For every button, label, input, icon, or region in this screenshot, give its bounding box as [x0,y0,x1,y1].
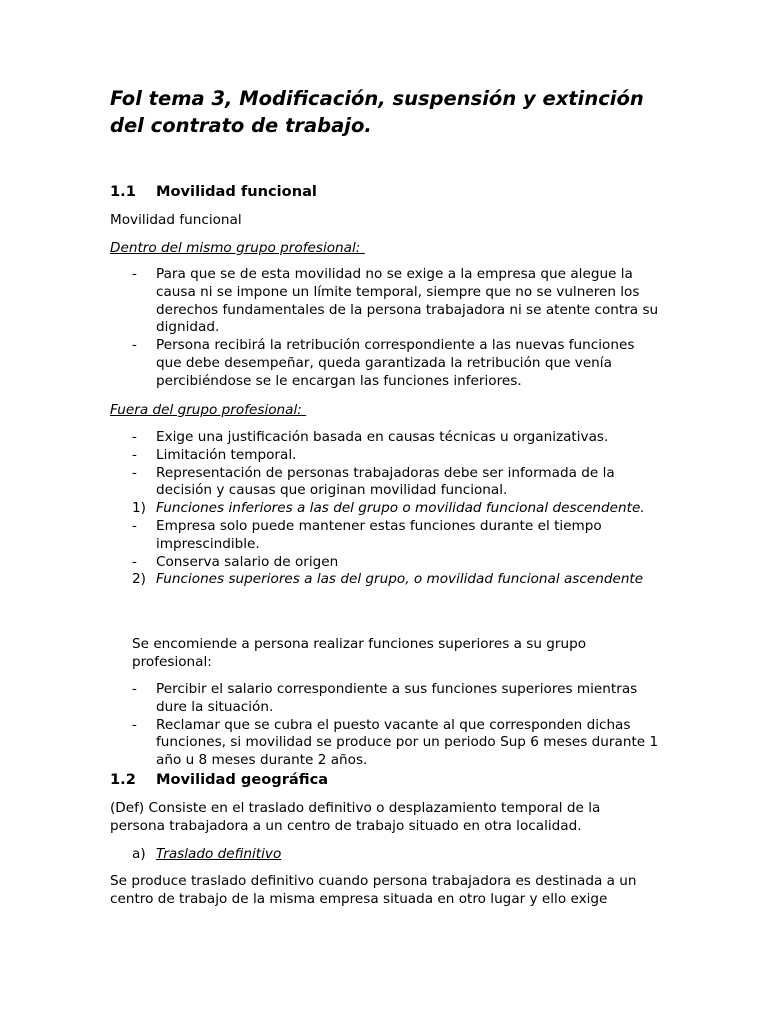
section-intro: Movilidad funcional [110,212,242,228]
list-item [132,500,662,518]
list-marker: - [132,464,137,481]
list-item [132,465,662,501]
section-number: 1.2 [110,771,136,788]
list-item-text: Empresa solo puede mantener estas funciones durante el tiempo imprescindible. [156,517,602,552]
paragraph-funciones-superiores: Se encomiende a persona realizar funciones superiores a su grupo profesional: [132,636,587,670]
list-item-text: Funciones superiores a las del grupo, o movilidad funcional ascendente [156,571,644,588]
paragraph-definicion: (Def) Consiste en el traslado definitivo o desplazamiento temporal de la persona trabajadora a un centro de trabajo situado en otra localidad. [110,800,601,834]
list-item [132,717,662,770]
list-derechos [132,681,662,770]
section-title: Movilidad geográfica [156,771,329,788]
list-marker: - [132,681,137,697]
list-marker: - [132,446,137,463]
list-marker: 2) [132,571,146,588]
list-marker: - [132,337,137,354]
list-marker: - [132,716,137,733]
list-item-text: Para que se de esta movilidad no se exige a la empresa que alegue la causa ni se impone un límite temporal, siempre que no se vulneren los derechos fundamentales de la persona trabajadora ni se atente contra su dignidad. [156,266,659,336]
list-item-text: Exige una justificación basada en causas técnicas u organizativas. [156,429,609,445]
list-item-text: Persona recibirá la retribución correspondiente a las nuevas funciones que debe desempeñar, queda garantizada la retribución que venía percibiéndose se le encargan las funciones inferiores. [156,337,635,389]
document-title: Fol tema 3, Modificación, suspensión y extinción del contrato de trabajo. [110,87,644,137]
list-item [132,554,662,572]
section-title: Movilidad funcional [156,183,317,200]
list-fuera-grupo [132,429,662,589]
section-heading-movilidad-funcional [110,183,317,201]
list-marker: - [132,553,137,570]
list-item-text: Percibir el salario correspondiente a sus funciones superiores mientras dure la situación. [156,681,638,715]
list-item [132,429,662,447]
list-marker: - [132,517,137,534]
list-marker: a) [132,846,146,862]
list-item-text: Conserva salario de origen [156,553,339,570]
list-item-text: Reclamar que se cubra el puesto vacante al que corresponden dichas funciones, si movilidad se produce por un periodo Sup 6 meses durante 1 año u 8 meses durante 2 años. [156,716,659,769]
item-traslado-definitivo [132,845,281,863]
list-dentro-grupo [132,266,662,391]
list-item [132,571,662,589]
list-marker: - [132,429,137,445]
list-item-text: Representación de personas trabajadoras debe ser informada de la decisión y causas que originan movilidad funcional. [156,464,615,499]
list-item-text: Limitación temporal. [156,446,297,463]
list-item [132,266,662,337]
list-marker: 1) [132,500,146,517]
subheading-dentro-grupo: Dentro del mismo grupo profesional: [110,240,365,256]
section-number: 1.1 [110,183,136,200]
list-item [132,447,662,465]
item-text: Traslado definitivo [156,846,282,862]
list-marker: - [132,266,137,282]
subheading-fuera-grupo: Fuera del grupo profesional: [110,402,307,418]
paragraph-traslado: Se produce traslado definitivo cuando persona trabajadora es destinada a un centro de trabajo de la misma empresa situada en otro lugar y ello exige [110,873,637,907]
list-item [132,518,662,554]
list-item-text: Funciones inferiores a las del grupo o movilidad funcional descendente. [156,500,645,517]
list-item [132,337,662,390]
list-item [132,681,662,717]
section-heading-movilidad-geografica [110,771,328,789]
